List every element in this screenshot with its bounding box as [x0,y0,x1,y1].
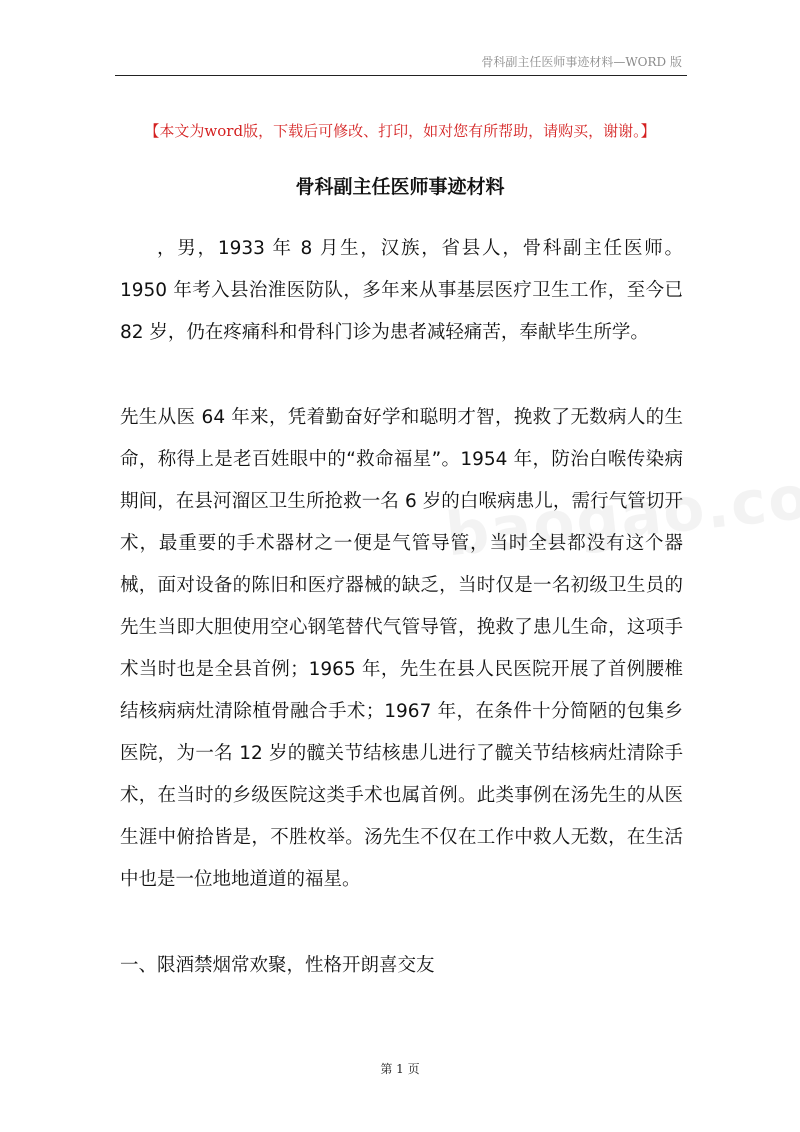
page-number: 第 1 页 [380,1062,420,1076]
paragraph-intro: ，男，1933 年 8 月生，汉族，省县人，骨科副主任医师。1950 年考入县治淮医防队，多年来从事基层医疗卫生工作，至今已 82 岁，仍在疼痛科和骨科门诊为患者减轻痛苦，奉献毕生所学。 [120,238,683,343]
running-header: 骨科副主任医师事迹材料—WORD 版 [481,55,682,69]
section-heading: 一、限酒禁烟常欢聚，性格开朗喜交友 [120,955,435,976]
paragraph-career: 先生从医 64 年来，凭着勤奋好学和聪明才智，挽救了无数病人的生命，称得上是老百姓眼中的“救命福星”。1954 年，防治白喉传染病期间，在县河溜区卫生所抢救一名 6 岁的白喉病患儿，需行气管切开术，最重要的手术器材之一便是气管导管，当时全县都没有这个器械，面对设备的陈旧和医疗器械的缺乏，当时仅是一名初级卫生员的先生当即大胆使用空心钢笔替代气管导管，挽救了患儿生命，这项手术当时也是全县首例；1965 年，先生在县人民医院开展了首例腰椎结核病病灶清除植骨融合手术；1967 年，在条件十分简陋的包集乡医院，为一名 12 岁的髋关节结核患儿进行了髋关节结核病灶清除手术，在当时的乡级医院这类手术也属首例。此类事例在汤先生的从医生涯中俯拾皆是，不胜枚举。汤先生不仅在工作中救人无数，在生活中也是一位地地道道的福星。 [120,407,683,890]
document-title: 骨科副主任医师事迹材料 [295,176,505,198]
header-divider [115,75,687,76]
download-notice: 【本文为word版，下载后可修改、打印，如对您有所帮助，请购买，谢谢。】 [144,122,656,140]
